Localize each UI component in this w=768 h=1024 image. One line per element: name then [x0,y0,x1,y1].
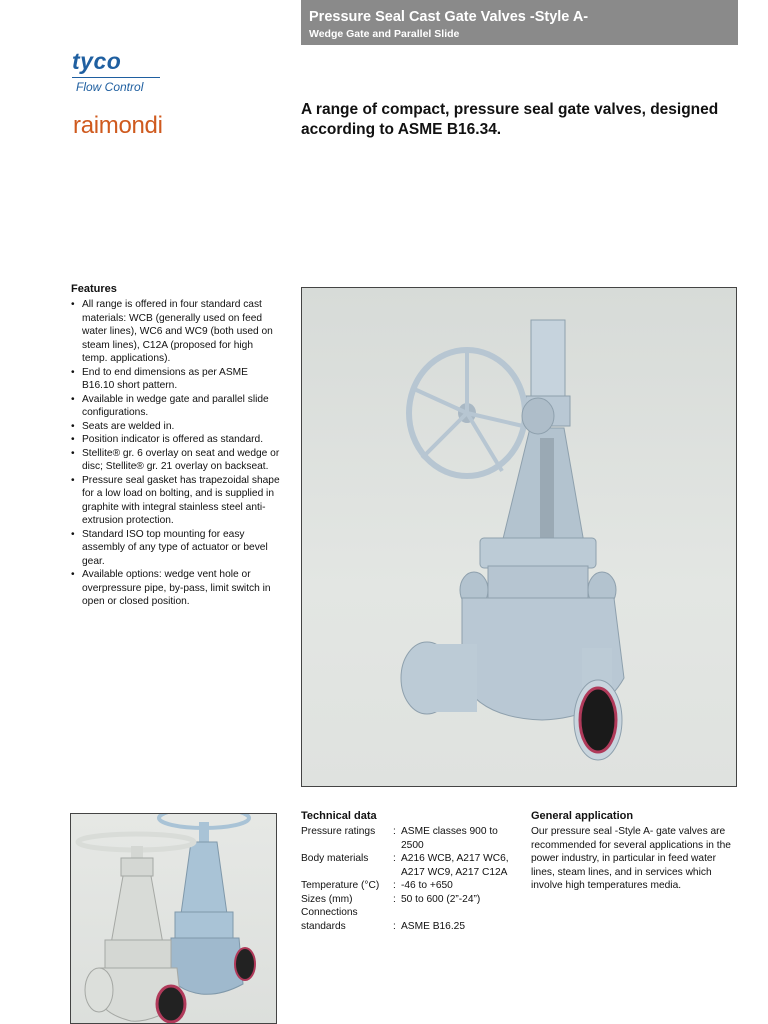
list-item: • Stellite® gr. 6 overlay on seat and wedge or disc; Stellite® gr. 21 overlay on backseat. [71,447,280,472]
headline: A range of compact, pressure seal gate valves, designed according to ASME B16.34. [301,101,719,138]
list-item: • Position indicator is offered as standard. [71,434,264,445]
features-title: Features [71,283,117,295]
list-item: • Available options: wedge vent hole or overpressure pipe, by-pass, limit switch in open or closed position. [71,569,271,607]
table-row: Sizes (mm) : 50 to 600 (2”-24”) [301,893,481,905]
secondary-valve-photo [70,813,277,1024]
flow-control-label: Flow Control [76,80,144,94]
gate-valve-illustration [302,288,736,786]
header-subtitle: Wedge Gate and Parallel Slide [309,28,460,40]
list-item: • Available in wedge gate and parallel slide configurations. [71,393,269,418]
raimondi-logo: raimondi [73,112,163,139]
list-item: • All range is offered in four standard cast materials: WCB (generally used on feed water lines), WC6 and WC9 (both used on steam lines), C12A (proposed for high temp. applications). [71,299,273,364]
general-application-text: Our pressure seal -Style A- gate valves are recommended for several applications in the power industry, in particular in feed water lines, steam lines, and in services which involve high temperatures media. [531,826,731,891]
table-row: standards : ASME B16.25 [301,920,465,932]
header-title: Pressure Seal Cast Gate Valves -Style A- [309,9,589,25]
table-row: Pressure ratings : ASME classes 900 to 2500 [301,826,498,851]
main-valve-photo [301,287,737,787]
list-item: • Seats are welded in. [71,420,175,432]
table-row: Connections [301,907,358,918]
technical-data-title: Technical data [301,810,377,822]
logo-divider [72,77,160,78]
technical-data-table [301,825,511,933]
tyco-logo: tyco [72,48,122,74]
table-row: Body materials : A216 WCB, A217 WC6, A217 WC9, A217 C12A [301,853,509,878]
features-list [71,298,281,609]
valve-pair-illustration [71,814,276,1023]
header-banner [301,0,738,45]
table-row: Temperature (°C) : -46 to +650 [301,880,453,891]
list-item: • Standard ISO top mounting for easy assembly of any type of actuator or bevel gear. [71,528,268,567]
list-item: • End to end dimensions as per ASME B16.10 short pattern. [71,366,248,391]
general-application-title: General application [531,810,634,822]
list-item: • Pressure seal gasket has trapezoidal shape for a low load on bolting, and is supplied in graphite with integral stainless steel anti-extrusion protection. [71,474,280,526]
